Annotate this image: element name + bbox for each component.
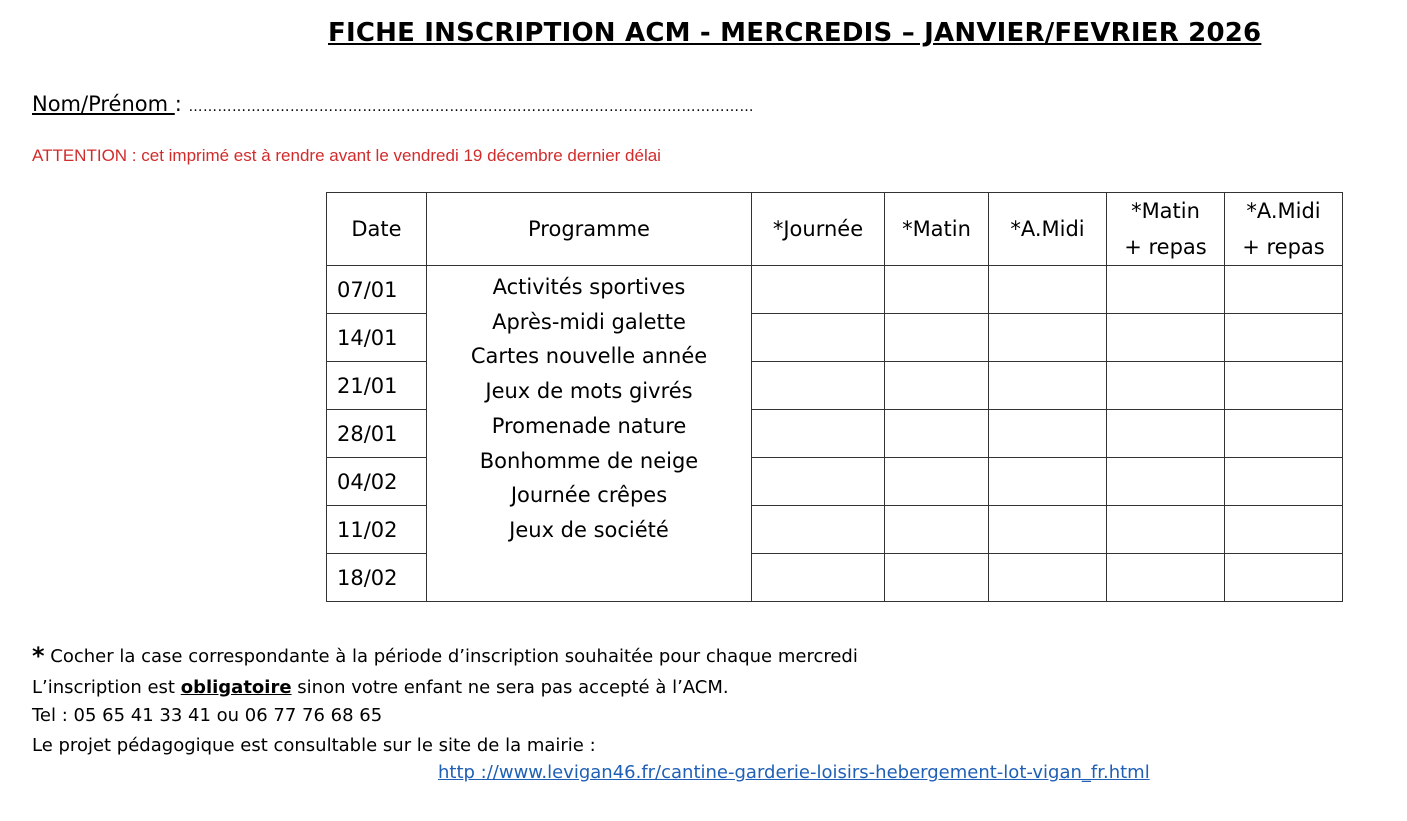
checkbox-amidi-repas[interactable]: [1225, 410, 1343, 458]
header-amidi-repas: [1225, 193, 1343, 266]
date-cell: 21/01: [327, 362, 427, 410]
programme-item: Journée crêpes: [510, 483, 668, 508]
programme-item: Jeux de société: [509, 517, 669, 542]
checkbox-matin-repas[interactable]: [1107, 266, 1225, 314]
programme-cell: [427, 266, 752, 602]
checkbox-matin[interactable]: [885, 314, 989, 362]
programme-item: Après-midi galette: [492, 309, 686, 334]
mairie-website-link[interactable]: http ://www.levigan46.fr/cantine-garderie-loisirs-hebergement-lot-vigan_fr.html: [438, 762, 1150, 783]
checkbox-amidi-repas[interactable]: [1225, 458, 1343, 506]
header-amidi: *A.Midi: [989, 193, 1107, 266]
checkbox-amidi[interactable]: [989, 458, 1107, 506]
footer-mandatory: [32, 677, 729, 698]
checkbox-journee[interactable]: [752, 362, 885, 410]
checkbox-matin[interactable]: [885, 410, 989, 458]
header-programme: Programme: [427, 193, 752, 266]
programme-item: Jeux de mots givrés: [485, 379, 693, 404]
checkbox-journee[interactable]: [752, 458, 885, 506]
checkbox-matin-repas[interactable]: [1107, 410, 1225, 458]
header-amidi-repas-line1: *A.Midi: [1246, 199, 1321, 223]
checkbox-journee[interactable]: [752, 314, 885, 362]
checkbox-matin-repas[interactable]: [1107, 554, 1225, 602]
header-matin-repas-line2: + repas: [1124, 235, 1207, 259]
programme-item: Bonhomme de neige: [479, 448, 699, 473]
checkbox-amidi[interactable]: [989, 266, 1107, 314]
checkbox-amidi-repas[interactable]: [1225, 266, 1343, 314]
name-field-colon: :: [174, 92, 182, 116]
checkbox-amidi-repas[interactable]: [1225, 554, 1343, 602]
date-cell: 04/02: [327, 458, 427, 506]
footer-telephone: Tel : 05 65 41 33 41 ou 06 77 76 68 65: [32, 705, 383, 726]
date-cell: 28/01: [327, 410, 427, 458]
checkbox-matin-repas[interactable]: [1107, 506, 1225, 554]
programme-item: Cartes nouvelle année: [470, 344, 708, 369]
checkbox-amidi-repas[interactable]: [1225, 314, 1343, 362]
checkbox-matin-repas[interactable]: [1107, 314, 1225, 362]
header-journee: *Journée: [752, 193, 885, 266]
header-matin-repas-line1: *Matin: [1131, 199, 1200, 223]
checkbox-matin[interactable]: [885, 554, 989, 602]
programme-item: Activités sportives: [492, 275, 686, 299]
name-field-blank[interactable]: ………………………………………………………………………………………………………: [188, 99, 755, 115]
checkbox-amidi-repas[interactable]: [1225, 506, 1343, 554]
checkbox-amidi-repas[interactable]: [1225, 362, 1343, 410]
checkbox-journee[interactable]: [752, 410, 885, 458]
checkbox-amidi[interactable]: [989, 554, 1107, 602]
date-cell: 14/01: [327, 314, 427, 362]
footer-mandatory-post: sinon votre enfant ne sera pas accepté à l’ACM.: [291, 677, 729, 698]
checkbox-journee[interactable]: [752, 506, 885, 554]
checkbox-matin-repas[interactable]: [1107, 458, 1225, 506]
checkbox-amidi[interactable]: [989, 410, 1107, 458]
programme-item: Promenade nature: [491, 413, 687, 438]
table-row: [327, 266, 1343, 314]
checkbox-matin[interactable]: [885, 458, 989, 506]
checkbox-matin-repas[interactable]: [1107, 362, 1225, 410]
footer-instruction-text: Cocher la case correspondante à la période d’inscription souhaitée pour chaque mercredi: [44, 646, 858, 667]
checkbox-matin[interactable]: [885, 362, 989, 410]
date-cell: 11/02: [327, 506, 427, 554]
checkbox-amidi[interactable]: [989, 506, 1107, 554]
header-amidi-repas-line2: + repas: [1242, 235, 1325, 259]
checkbox-matin[interactable]: [885, 266, 989, 314]
header-date: Date: [327, 193, 427, 266]
checkbox-amidi[interactable]: [989, 362, 1107, 410]
registration-table: [326, 192, 1343, 602]
footer-mandatory-pre: L’inscription est: [32, 677, 181, 698]
footer-mandatory-bold: obligatoire: [180, 677, 292, 698]
date-cell: 07/01: [327, 266, 427, 314]
header-matin-repas: [1107, 193, 1225, 266]
checkbox-journee[interactable]: [752, 554, 885, 602]
checkbox-matin[interactable]: [885, 506, 989, 554]
deadline-warning: ATTENTION : cet imprimé est à rendre avant le vendredi 19 décembre dernier délai: [32, 146, 661, 165]
footer-instruction: [32, 642, 858, 670]
name-field-row: [32, 92, 754, 116]
table-header-row: [327, 193, 1343, 266]
asterisk-mark: *: [32, 642, 45, 670]
header-matin: *Matin: [885, 193, 989, 266]
footer-project: Le projet pédagogique est consultable sur le site de la mairie :: [32, 735, 596, 756]
date-cell: 18/02: [327, 554, 427, 602]
checkbox-journee[interactable]: [752, 266, 885, 314]
name-field-label: Nom/Prénom: [32, 92, 175, 116]
checkbox-amidi[interactable]: [989, 314, 1107, 362]
page-title: FICHE INSCRIPTION ACM - MERCREDIS – JANVIER/FEVRIER 2026: [328, 18, 1262, 48]
